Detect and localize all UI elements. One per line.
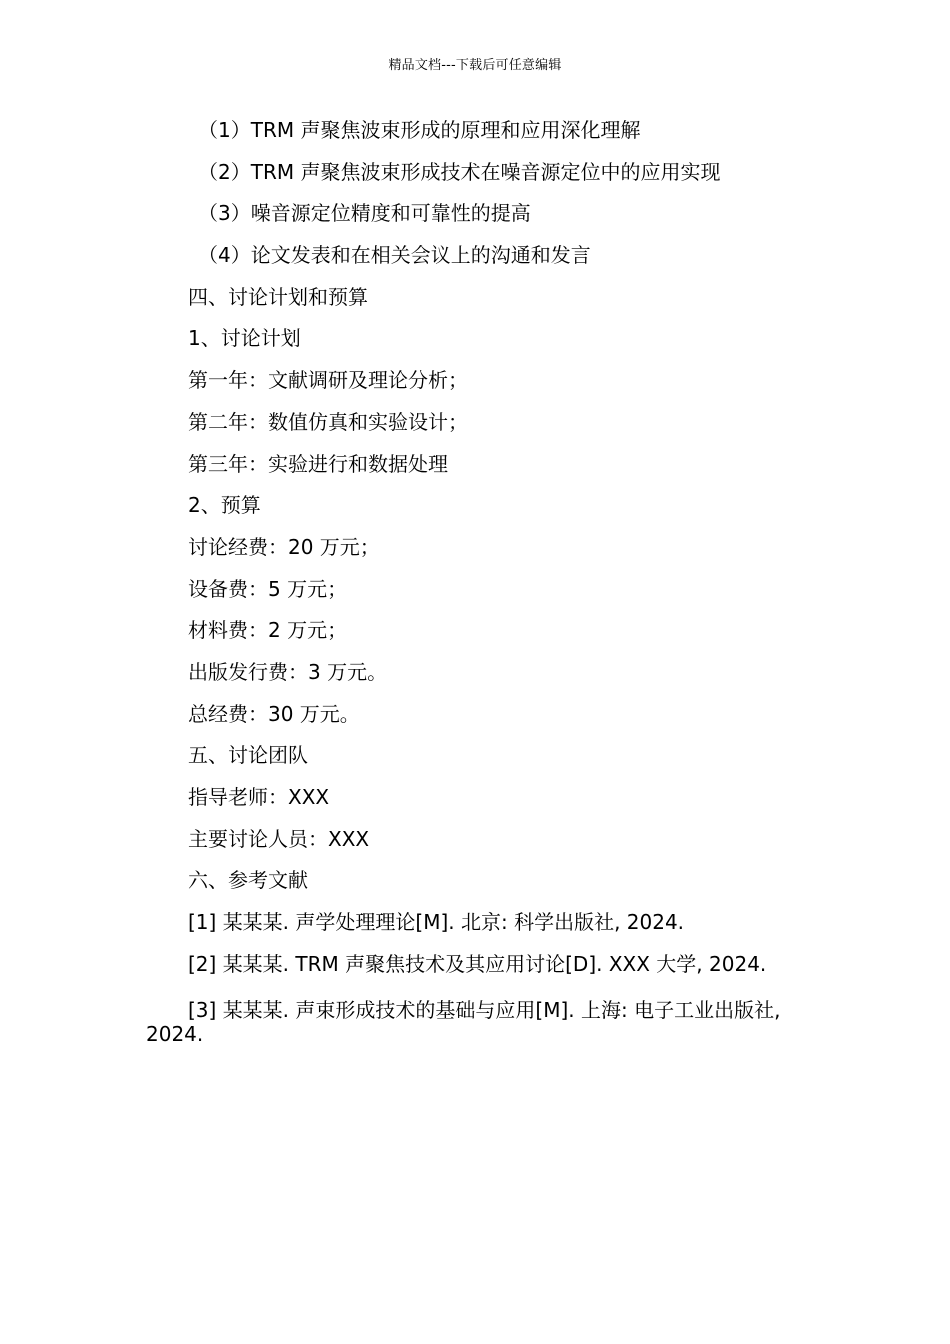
plan-year-1: 第一年：文献调研及理论分析； bbox=[188, 368, 468, 393]
plan-year-2: 第二年：数值仿真和实验设计； bbox=[188, 409, 468, 434]
budget-equipment: 设备费：5 万元； bbox=[188, 576, 348, 601]
reference-1: [1] 某某某. 声学处理理论[M]. 北京: 科学出版社, 2024. bbox=[188, 910, 685, 935]
team-advisor: 指导老师：XXX bbox=[188, 785, 330, 809]
section-heading-references: 六、参考文献 bbox=[188, 868, 308, 893]
objective-1: （1）TRM 声聚焦波束形成的原理和应用深化理解 bbox=[198, 118, 641, 142]
plan-year-3: 第三年：实验进行和数据处理 bbox=[188, 451, 448, 476]
budget-total: 总经费：30 万元。 bbox=[188, 701, 360, 726]
objective-3: （3）噪音源定位精度和可靠性的提高 bbox=[198, 201, 531, 226]
objective-2: （2）TRM 声聚焦波束形成技术在噪音源定位中的应用实现 bbox=[198, 159, 721, 184]
subheading-plan: 1、讨论计划 bbox=[188, 326, 301, 351]
reference-3: [3] 某某某. 声束形成技术的基础与应用[M]. 上海: 电子工业出版社, 2024. bbox=[146, 998, 781, 1047]
reference-2: [2] 某某某. TRM 声聚焦技术及其应用讨论[D]. XXX 大学, 2024. bbox=[188, 951, 767, 976]
objective-4: （4）论文发表和在相关会议上的沟通和发言 bbox=[198, 243, 591, 268]
subheading-budget: 2、预算 bbox=[188, 493, 261, 518]
team-members: 主要讨论人员：XXX bbox=[188, 826, 370, 851]
budget-publishing: 出版发行费：3 万元。 bbox=[188, 659, 388, 684]
document-body bbox=[146, 116, 810, 1046]
page-header: 精品文档---下载后可任意编辑 bbox=[388, 58, 562, 73]
budget-materials: 材料费：2 万元； bbox=[188, 618, 348, 643]
section-heading-team: 五、讨论团队 bbox=[188, 743, 308, 768]
section-heading-plan-budget: 四、讨论计划和预算 bbox=[188, 284, 368, 309]
budget-research: 讨论经费：20 万元； bbox=[188, 534, 380, 559]
